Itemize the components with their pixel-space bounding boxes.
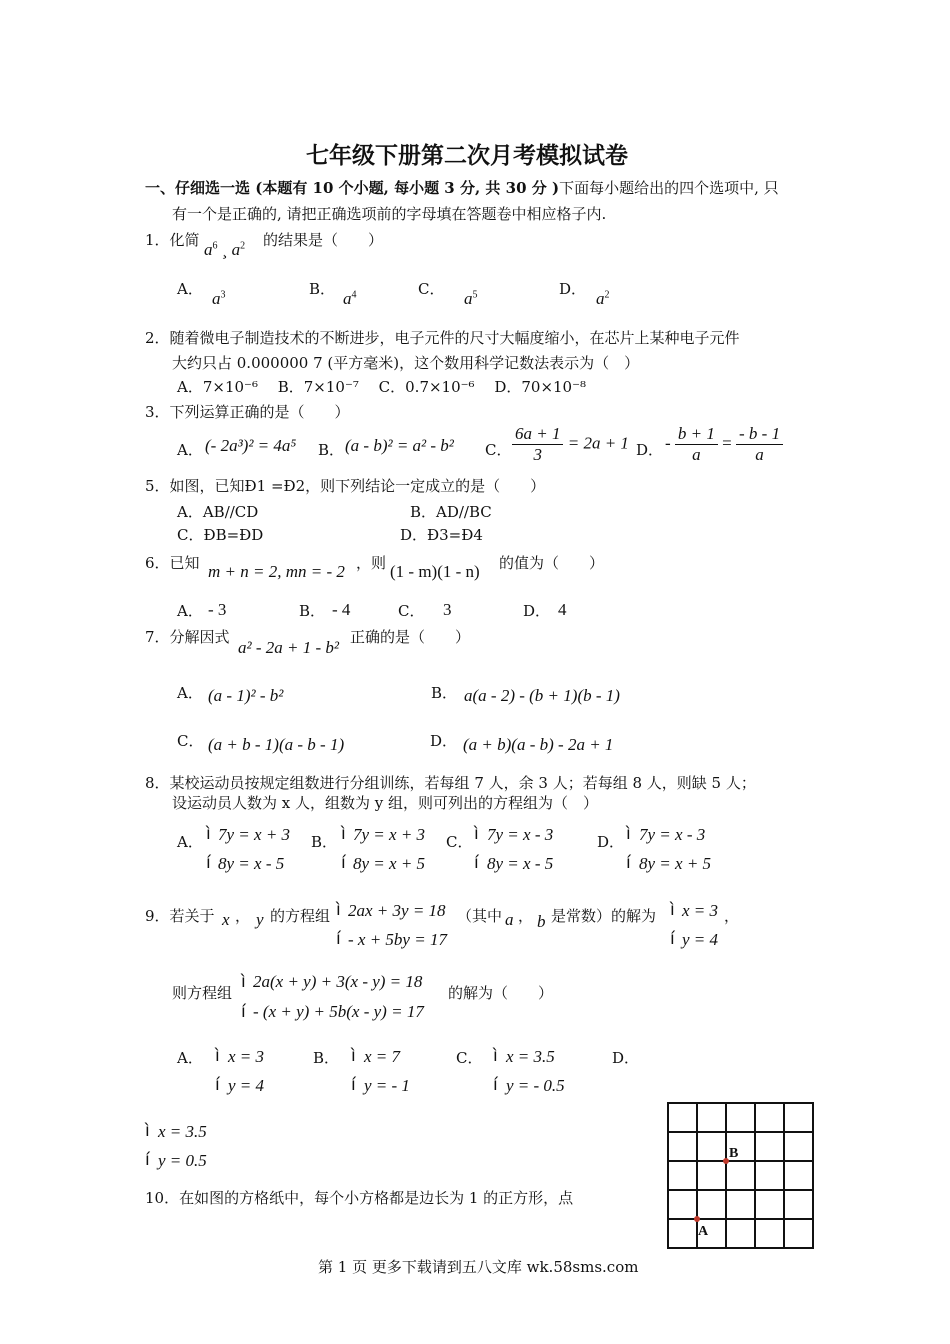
q8-option-d-label: D． (597, 833, 625, 851)
q9-option-c-label: C． (456, 1049, 483, 1067)
q1-base: a (204, 240, 213, 259)
q9-comma: ， (235, 907, 251, 925)
q3-c-tail: = 2a + 1 (567, 433, 629, 453)
q7-option-a-label: A． (177, 684, 203, 702)
q8-option-d (639, 820, 711, 878)
q1-exp6: 6 (212, 240, 218, 252)
q6-mid: ，则 (356, 554, 387, 572)
q7-option-c: (a + b - 1)(a - b - 1) (208, 735, 345, 754)
q9-option-b (364, 1042, 410, 1100)
q8-b-eq1: 7y = x + 3 (353, 825, 426, 844)
q3-d-fraction-1 (675, 424, 718, 465)
q1-a-exp: 3 (220, 289, 226, 301)
q9-a-eq1: x = 3 (228, 1047, 265, 1066)
q9-const: 是常数）的解为 (551, 907, 657, 925)
q1-c-exp: 5 (472, 289, 478, 301)
q1-option-c-label: C． (418, 280, 445, 298)
q7-expr: a² - 2a + 1 - b² (238, 638, 339, 657)
q1-d-exp: 2 (604, 289, 610, 301)
q3-option-c-label: C． (485, 441, 512, 459)
q8-option-c-label: C． (446, 833, 473, 851)
q8-b-eq2: 8y = x + 5 (353, 854, 426, 873)
q3-option-d-label: D． (636, 441, 664, 459)
q1-b-exp: 4 (351, 289, 357, 301)
point-b-label: B (729, 1146, 739, 1161)
q7-option-d: (a + b)(a - b) - 2a + 1 (463, 735, 614, 754)
q1-c-base: a (464, 289, 473, 308)
q8-a-eq2: 8y = x - 5 (218, 854, 285, 873)
q8-a-eq1: 7y = x + 3 (218, 825, 291, 844)
q3-c-num: 6a + 1 (512, 424, 563, 445)
q9-sys-eq2: - x + 5by = 17 (348, 930, 447, 949)
q3-option-b: (a - b)² = a² - b² (345, 436, 454, 455)
q3-d1-num: b + 1 (675, 424, 718, 445)
q8-c-eq2: 8y = x - 5 (487, 854, 554, 873)
q3-option-b-label: B． (318, 441, 345, 459)
q8-option-b (353, 820, 425, 878)
q1-expr (204, 240, 245, 260)
point-a-label: A (698, 1224, 709, 1239)
q1-option-a (212, 289, 226, 309)
q8-a-brace: ì í (206, 824, 211, 873)
q9-sol-brace: ì í (670, 900, 675, 949)
q6-expr: (1 - m)(1 - n) (390, 562, 480, 581)
q9-var-x: x (222, 910, 230, 929)
q3-option-c (512, 424, 629, 465)
section-instruction-1: 下面每小题给出的四个选项中, 只 (559, 179, 779, 197)
q9-sys2-eq1: 2a(x + y) + 3(x - y) = 18 (253, 972, 423, 991)
q1-exp2: 2 (240, 240, 246, 252)
q8-option-c (487, 820, 553, 878)
q9-sol-x: x = 3 (682, 901, 719, 920)
q3-c-fraction (512, 424, 563, 465)
q6-option-a-label: A． (177, 602, 203, 620)
q9-sys-eq1: 2ax + 3y = 18 (348, 901, 446, 920)
q9-sys-brace: ì í (336, 900, 341, 949)
q6-option-d: 4 (558, 600, 567, 619)
q9-a-eq2: y = 4 (228, 1076, 265, 1095)
q9-option-a (228, 1042, 264, 1100)
section-heading: 一、仔细选一选 (本题有 10 个小题, 每小题 3 分, 共 30 分 ) (145, 179, 560, 197)
q8-d-brace: ì í (626, 824, 631, 873)
q9-stem: 9．若关于 (145, 907, 215, 925)
q8-option-b-label: B． (311, 833, 338, 851)
q1-b-base: a (343, 289, 352, 308)
q1-option-d-label: D． (559, 280, 587, 298)
q8-line1: 8．某校运动员按规定组数进行分组训练，若每组 7 人，余 3 人；若每组 8 人，则缺 5 人； (145, 774, 756, 792)
q10-stem: 10．在如图的方格纸中，每个小方格都是边长为 1 的正方形，点 (145, 1189, 574, 1207)
q6-option-b: - 4 (332, 600, 351, 619)
q1-option-b (343, 289, 357, 309)
q9-var-y: y (256, 910, 264, 929)
q9-b-eq1: x = 7 (364, 1047, 401, 1066)
q6-tail: 的值为（ ） (499, 554, 605, 572)
q2-line2: 大约只占 0.000000 7 (平方毫米)，这个数用科学记数法表示为（ ） (172, 354, 640, 372)
q9-sys2-brace: ì í (241, 972, 246, 1022)
q1-div: ¸ (221, 240, 228, 259)
q6-option-a: - 3 (208, 600, 227, 619)
q9-system (348, 896, 447, 954)
q5-option-d: D．Ð3=Ð4 (400, 526, 483, 544)
q6-option-b-label: B． (299, 602, 326, 620)
q1-tail: 的结果是（ ） (263, 231, 384, 249)
q9-comma-2: ， (518, 907, 534, 925)
q9-paren: （其中 (457, 907, 503, 925)
q9-b-eq2: y = - 1 (364, 1076, 410, 1095)
grid-figure (660, 1095, 820, 1255)
q3-d2-den: a (755, 445, 764, 464)
q3-option-a-label: A． (177, 441, 203, 459)
q9-solution (682, 896, 718, 954)
q9-b-brace: ì í (351, 1046, 356, 1095)
q7-option-b: a(a - 2) - (b + 1)(b - 1) (464, 686, 620, 705)
q9-d-eq1: x = 3.5 (158, 1122, 207, 1141)
page-title: 七年级下册第二次月考模拟试卷 (306, 142, 628, 169)
q9-system-2 (253, 967, 424, 1027)
q9-c-brace: ì í (493, 1046, 498, 1095)
q9-var-b: b (537, 912, 546, 931)
q8-c-eq1: 7y = x - 3 (487, 825, 554, 844)
q7-option-d-label: D． (430, 732, 458, 750)
q1-base2: a (231, 240, 241, 259)
q6-stem: 6．已知 (145, 554, 200, 572)
q9-option-d-label: D． (612, 1049, 640, 1067)
q5-option-b: B．AD//BC (410, 503, 492, 521)
q9-c-eq2: y = - 0.5 (506, 1076, 565, 1095)
section-heading-line (145, 177, 779, 198)
q3-option-a: (- 2a³)² = 4a⁵ (205, 436, 297, 455)
q9-option-b-label: B． (313, 1049, 340, 1067)
q3-d-fraction-2 (736, 424, 783, 465)
q9-a-brace: ì í (215, 1046, 220, 1095)
q6-option-c: 3 (443, 600, 452, 619)
page-footer: 第 1 页 更多下载请到五八文库 wk.58sms.com (318, 1258, 639, 1276)
q8-d-eq2: 8y = x + 5 (639, 854, 712, 873)
q3-c-den: 3 (533, 445, 542, 464)
q6-option-c-label: C． (398, 602, 425, 620)
q9-option-c (506, 1042, 565, 1100)
q1-option-c (464, 289, 478, 309)
q9-sol-y: y = 4 (682, 930, 719, 949)
q8-option-a (218, 820, 290, 878)
q1-stem: 1．化简 (145, 231, 200, 249)
q5-stem: 5．如图，已知Ð1 =Ð2，则下列结论一定成立的是（ ） (145, 477, 546, 495)
q9-var-a: a (505, 910, 514, 929)
point-a-marker (694, 1216, 700, 1222)
q1-option-b-label: B． (309, 280, 336, 298)
q2-line1: 2．随着微电子制造技术的不断进步，电子元件的尺寸大幅度缩小，在芯片上某种电子元件 (145, 329, 740, 347)
q8-b-brace: ì í (341, 824, 346, 873)
q5-option-a: A．AB//CD (177, 503, 259, 521)
q1-option-a-label: A． (177, 280, 203, 298)
q9-option-d (158, 1117, 207, 1175)
q1-option-d (596, 289, 610, 309)
q7-option-b-label: B． (431, 684, 458, 702)
q9-option-a-label: A． (177, 1049, 203, 1067)
grid-lines (668, 1103, 813, 1248)
q7-option-c-label: C． (177, 732, 204, 750)
q9-sys2-eq2: - (x + y) + 5b(x - y) = 17 (253, 1002, 424, 1021)
q9-d-eq2: y = 0.5 (158, 1151, 207, 1170)
q3-stem: 3．下列运算正确的是（ ） (145, 403, 350, 421)
q1-d-base: a (596, 289, 605, 308)
q6-condition: m + n = 2, mn = - 2 (208, 562, 345, 581)
q9-d-brace: ì í (145, 1121, 150, 1170)
q7-option-a: (a - 1)² - b² (208, 686, 284, 705)
q5-option-c: C．ÐB=ÐD (177, 526, 264, 544)
q1-a-base: a (212, 289, 221, 308)
q8-d-eq1: 7y = x - 3 (639, 825, 706, 844)
q9-of: 的方程组 (270, 907, 331, 925)
q6-option-d-label: D． (523, 602, 551, 620)
q8-c-brace: ì í (474, 824, 479, 873)
q9-then: 则方程组 (172, 984, 233, 1002)
q8-line2: 设运动员人数为 x 人，组数为 y 组，则可列出的方程组为（ ） (172, 794, 599, 812)
q9-sol-of: 的解为（ ） (448, 984, 554, 1002)
q3-option-d: - $\frac{b + 1}{a}$ = $\frac{- b - 1}{a}$ (665, 424, 783, 465)
q9-tail-comma: ， (724, 907, 740, 925)
q3-d2-num: - b - 1 (736, 424, 783, 445)
q7-stem: 7．分解因式 (145, 628, 230, 646)
q7-tail: 正确的是（ ） (350, 628, 471, 646)
q3-d-minus: - (665, 433, 671, 453)
section-instruction-2: 有一个是正确的, 请把正确选项前的字母填在答题卷中相应格子内. (172, 205, 607, 223)
q8-option-a-label: A． (177, 833, 203, 851)
q2-options: A．7×10⁻⁶ B．7×10⁻⁷ C．0.7×10⁻⁶ D．70×10⁻⁸ (177, 378, 587, 396)
q9-c-eq1: x = 3.5 (506, 1047, 555, 1066)
grid-border (668, 1103, 813, 1248)
q3-d1-den: a (692, 445, 701, 464)
